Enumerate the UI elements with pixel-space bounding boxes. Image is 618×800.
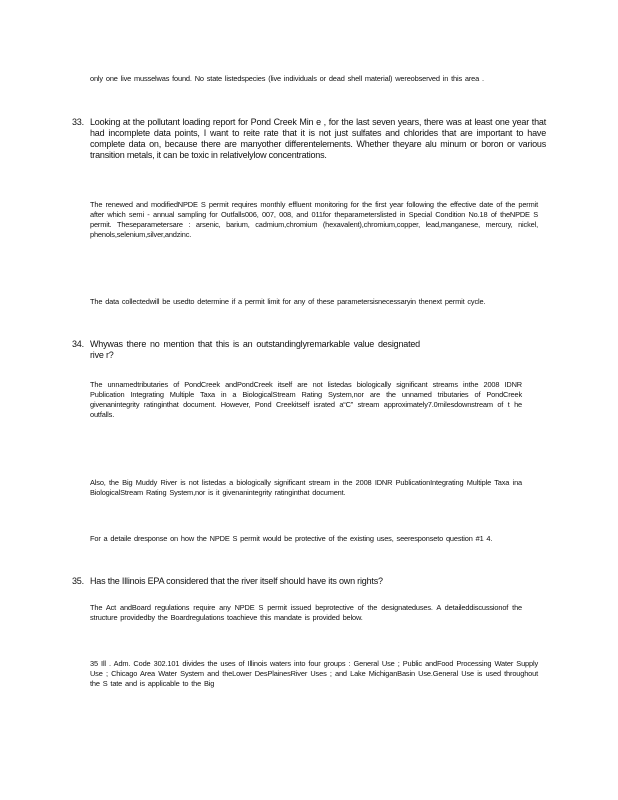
answer-35-paragraph-1: The Act andBoard regulations require any NPDE S permit issued beprotective of the designateduses. A detaileddiscussionof the structure providedby the Boardregulations toachieve this mandate is provided below. [90,603,522,622]
question-33-text: Looking at the pollutant loading report for Pond Creek Min e , for the last seven years, there was at least one year that had incomplete data points, I want to reite rate that it is not just sulfates and chlorides that are important to have complete data on, because there are manyother differentelements. Whether theyare alu minum or boron or various transition metals, it can be toxic in relativelylow concentrations. [90,117,546,160]
question-35-number: 35. [72,576,84,586]
intro-paragraph: only one live musselwas found. No state listedspecies (live individuals or dead shell material) wereobserved in this area . [90,74,484,83]
answer-33-paragraph-1: The renewed and modifiedNPDE S permit requires monthly effluent monitoring for the first year following the effective date of the permit after which semi - annual sampling for Outfalls006, 007, 008, and 011for theparameterslisted in Special Condition No.18 of theNPDE S permit. Theseparametersare : arsenic, barium, cadmium,chromium (hexavalent),chromium,copper, lead,manganese, mercury, nickel, phenols,selenium,silver,andzinc. [90,200,538,239]
question-34-text: Whywas there no mention that this is an outstandinglyremarkable value designated rive r? [90,339,420,360]
answer-34-paragraph-2: Also, the Big Muddy River is not listedas a biologically significant stream in the 2008 IDNR PublicationIntegrating Multiple Taxa ina BiologicalStream Rating System,nor is it givenanintegrity ratinginthat document. [90,478,522,497]
answer-33-paragraph-2: The data collectedwill be usedto determine if a permit limit for any of these parametersisnecessaryin thenext permit cycle. [90,297,486,306]
question-35-text: Has the Illinois EPA considered that the river itself should have its own rights? [90,576,383,586]
question-33-number: 33. [72,117,84,127]
answer-34-paragraph-1: The unnamedtributaries of PondCreek andPondCreek itself are not listedas biologically significant streams inthe 2008 IDNR Publication Integrating Multiple Taxa in a BiologicalStream Rating System,nor are the unnamed tributaries of PondCreek givenanintegrity ratinginthat document. However, Pond Creekitself israted a“C” stream approximately7.0milesdownstream of t he outfalls. [90,380,522,419]
answer-34-paragraph-3: For a detaile dresponse on how the NPDE S permit would be protective of the existing uses, seeresponseto question #1 4. [90,534,493,543]
answer-35-paragraph-2: 35 Ill . Adm. Code 302.101 divides the uses of Illinois waters into four groups : General Use ; Public andFood Processing Water Supply Use ; Chicago Area Water System and theLower DesPlainesRiver Uses ; and Lake MichiganBasin Use.General Use is used throughout the S tate and is applicable to the Big [90,659,538,688]
question-34-number: 34. [72,339,84,349]
